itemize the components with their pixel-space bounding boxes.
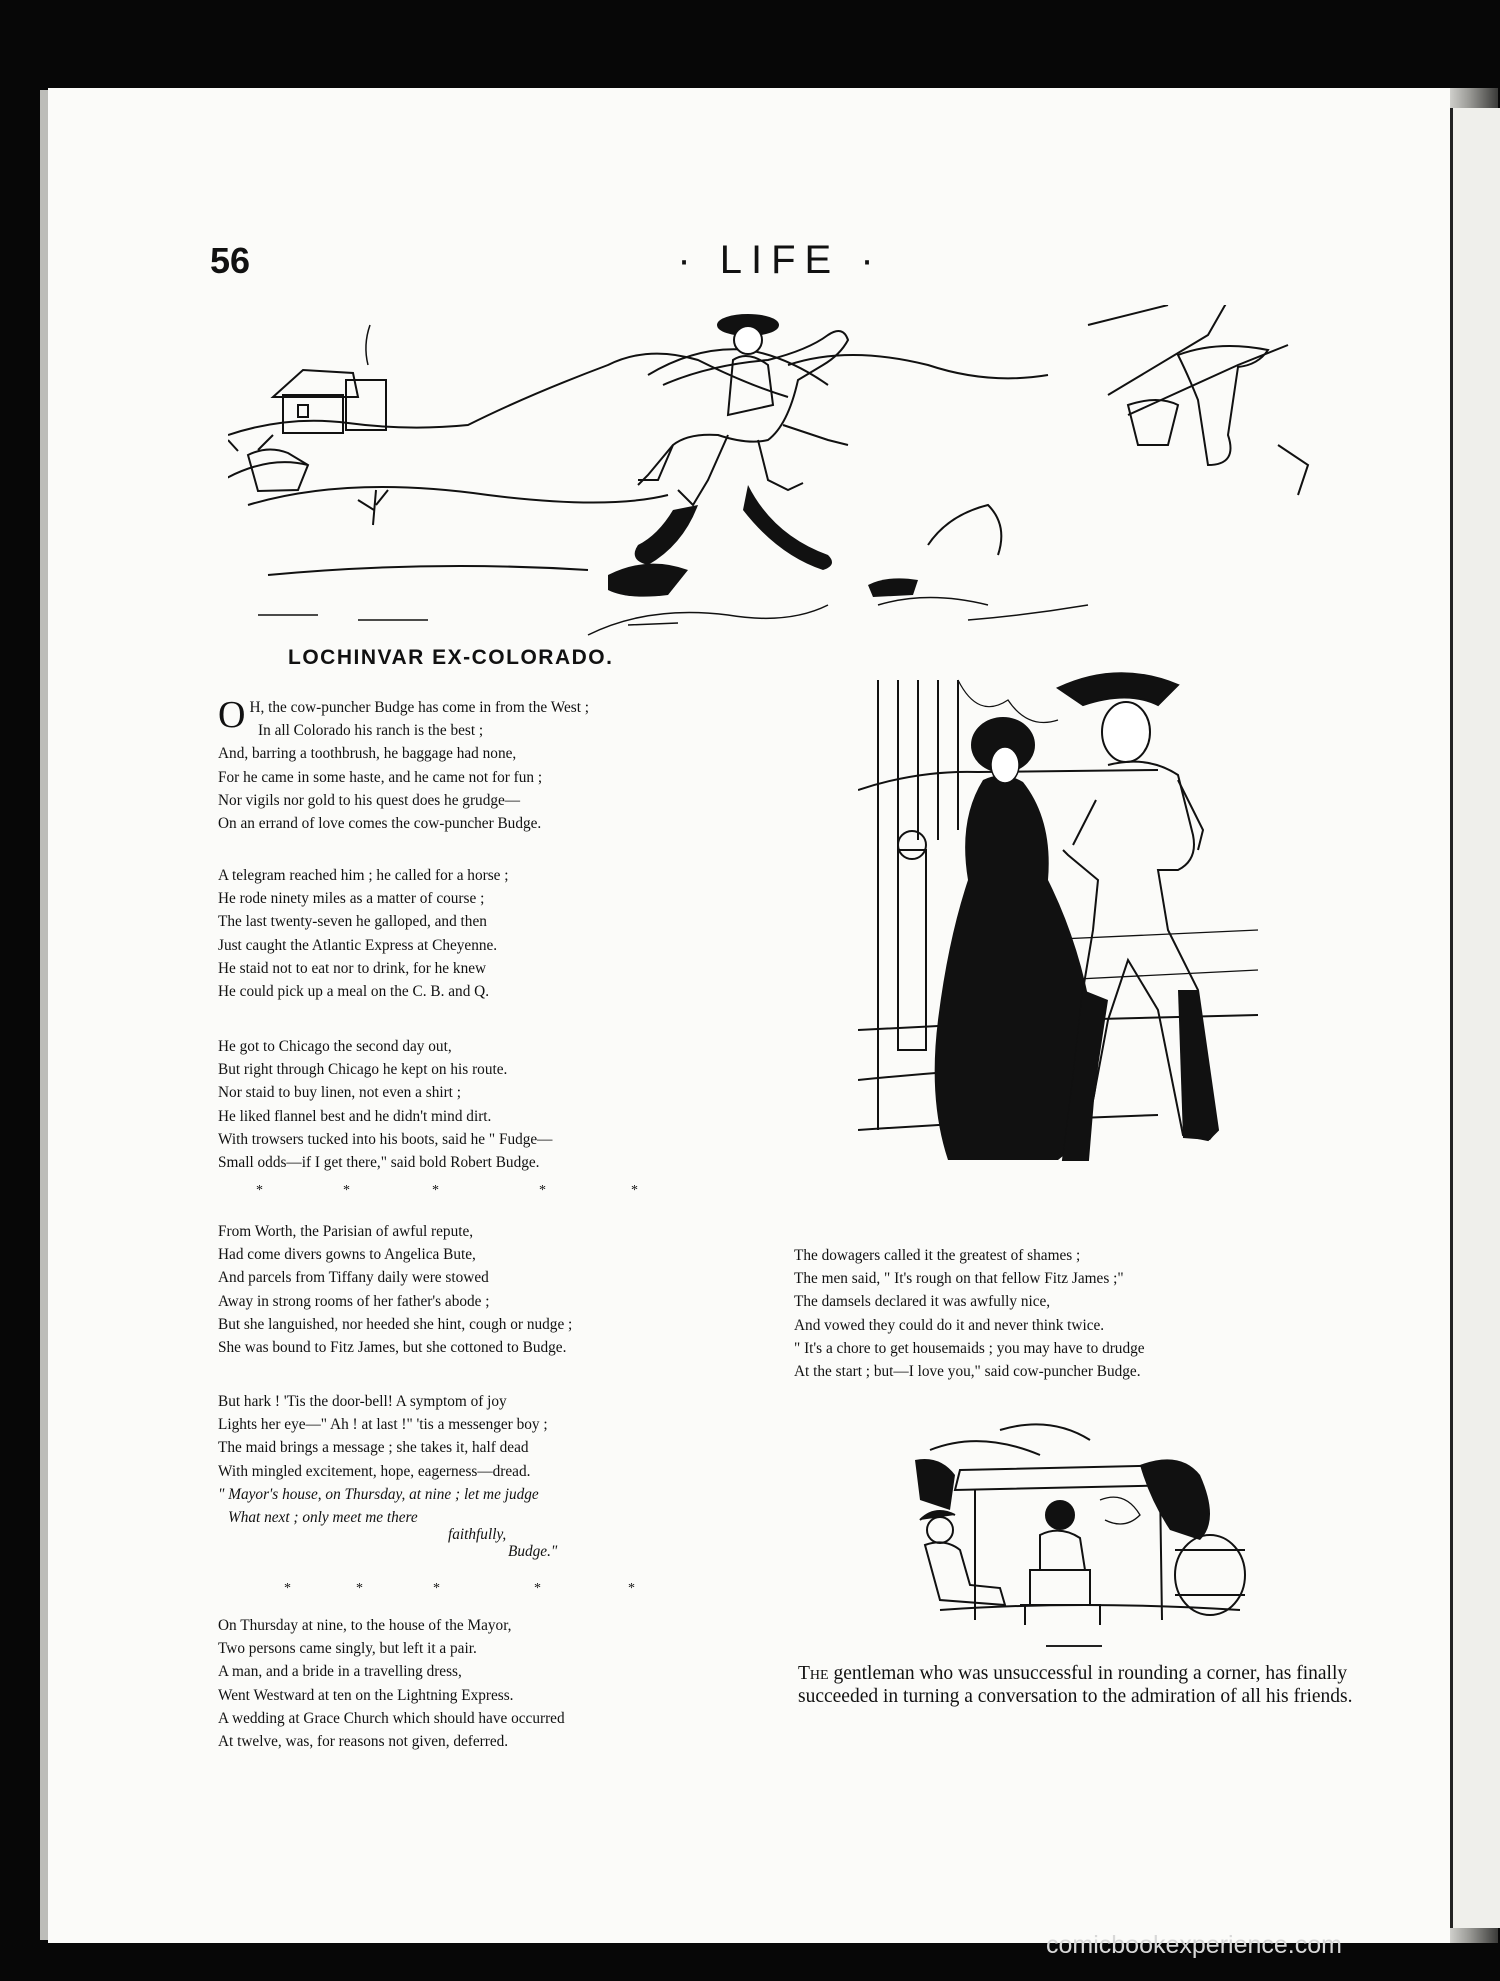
facing-page-edge — [1450, 108, 1500, 1928]
left-page-edge — [40, 90, 48, 1940]
separator-star: * — [539, 1183, 546, 1198]
joke-paragraph — [798, 1662, 1358, 1708]
poem-line: On an errand of love comes the cow-puncher Budge. — [218, 815, 542, 833]
poem-line: But she languished, nor heeded she hint, cough or nudge ; — [218, 1315, 573, 1333]
kitchen-illustration — [900, 1420, 1260, 1645]
poem-line: He could pick up a meal on the C. B. and Q. — [218, 983, 490, 1001]
separator-star: * — [631, 1183, 638, 1198]
poem-line: The men said, " It's rough on that fellow Fitz James ;" — [794, 1270, 1124, 1288]
separator-star: * — [534, 1581, 541, 1596]
separator-star: * — [356, 1581, 363, 1596]
poem-line: Away in strong rooms of her father's abode ; — [218, 1292, 490, 1310]
poem-line: For he came in some haste, and he came not for fun ; — [218, 768, 543, 786]
poem-line: Lights her eye—" Ah ! at last !" 'tis a messenger boy ; — [218, 1416, 548, 1434]
joke-text: gentleman who was unsuccessful in rounding a corner, has finally succeeded in turning a conversation to the admiration of all his friends. — [798, 1663, 1353, 1707]
masthead-life: · LIFE · — [677, 238, 883, 282]
stanza-1 — [218, 696, 758, 835]
top-illustration — [228, 305, 1338, 640]
stanza-3 — [218, 1035, 758, 1174]
stanza-7 — [794, 1244, 1145, 1383]
poem-line: In all Colorado his ranch is the best ; — [258, 722, 484, 740]
stanza-6 — [218, 1614, 758, 1753]
poem-line: Had come divers gowns to Angelica Bute, — [218, 1246, 476, 1264]
joke-lead-word: The — [798, 1663, 829, 1684]
poem-line: Small odds—if I get there," said bold Robert Budge. — [218, 1154, 540, 1172]
telegram-signoff: faithfully, — [448, 1526, 507, 1544]
poem-line: The last twenty-seven he galloped, and then — [218, 913, 487, 931]
poem-line: He liked flannel best and he didn't mind dirt. — [218, 1107, 492, 1125]
poem-line: A telegram reached him ; he called for a horse ; — [218, 867, 509, 884]
poem-line: And, barring a toothbrush, he baggage had none, — [218, 745, 517, 763]
poem-line: A wedding at Grace Church which should have occurred — [218, 1709, 565, 1727]
poem-line: He staid not to eat nor to drink, for he knew — [218, 959, 487, 977]
page-number: 56 — [210, 240, 251, 281]
telegram-line: " Mayor's house, on Thursday, at nine ; let me judge — [218, 1485, 539, 1503]
stanza-5 — [218, 1390, 758, 1564]
poem-line: And vowed they could do it and never think twice. — [794, 1316, 1105, 1334]
poem-line: Nor vigils nor gold to his quest does he grudge— — [218, 791, 521, 809]
poem-line: The maid brings a message ; she takes it, half dead — [218, 1439, 529, 1457]
poem-line: At the start ; but—I love you," said cow-puncher Budge. — [794, 1363, 1141, 1381]
separator-star: * — [343, 1183, 350, 1198]
watermark: comicbookexperience.com — [1046, 1931, 1342, 1959]
poem-line: The damsels declared it was awfully nice, — [794, 1293, 1051, 1311]
poem-line: And parcels from Tiffany daily were stowed — [218, 1269, 489, 1287]
couple-illustration — [858, 660, 1278, 1175]
poem-title: LOCHINVAR EX-COLORADO. — [288, 646, 614, 669]
stanza-2 — [218, 864, 758, 1003]
poem-line: She was bound to Fitz James, but she cottoned to Budge. — [218, 1339, 567, 1357]
poem-line: He rode ninety miles as a matter of course ; — [218, 890, 485, 908]
poem-line: Nor staid to buy linen, not even a shirt ; — [218, 1084, 462, 1102]
separator-star: * — [284, 1581, 291, 1596]
poem-line: On Thursday at nine, to the house of the Mayor, — [218, 1617, 512, 1634]
stanza-4 — [218, 1220, 758, 1359]
poem-line: With trowsers tucked into his boots, said he " Fudge— — [218, 1130, 553, 1148]
separator-star: * — [628, 1581, 635, 1596]
poem-line: Went Westward at ten on the Lightning Express. — [218, 1686, 514, 1704]
separator-star: * — [433, 1581, 440, 1596]
poem-line: H, the cow-puncher Budge has come in from the West ; — [249, 699, 590, 716]
separator-star: * — [256, 1183, 263, 1198]
poem-line: The dowagers called it the greatest of shames ; — [794, 1247, 1081, 1264]
poem-line: Just caught the Atlantic Express at Cheyenne. — [218, 936, 498, 954]
separator-star: * — [432, 1183, 439, 1198]
poem-line: With mingled excitement, hope, eagerness—dread. — [218, 1462, 531, 1480]
section-rule — [1046, 1645, 1102, 1647]
poem-line: Two persons came singly, but left it a pair. — [218, 1640, 477, 1658]
poem-line: But hark ! 'Tis the door-bell! A symptom of joy — [218, 1393, 507, 1410]
telegram-signature: Budge." — [508, 1543, 558, 1561]
poem-line: He got to Chicago the second day out, — [218, 1038, 452, 1055]
poem-line: But right through Chicago he kept on his route. — [218, 1061, 508, 1079]
poem-line: At twelve, was, for reasons not given, deferred. — [218, 1733, 509, 1751]
poem-line: " It's a chore to get housemaids ; you may have to drudge — [794, 1339, 1145, 1357]
poem-line: A man, and a bride in a travelling dress, — [218, 1663, 462, 1681]
poem-line: From Worth, the Parisian of awful repute, — [218, 1223, 474, 1240]
telegram-line: What next ; only meet me there — [228, 1509, 418, 1527]
drop-cap: O — [218, 694, 246, 736]
